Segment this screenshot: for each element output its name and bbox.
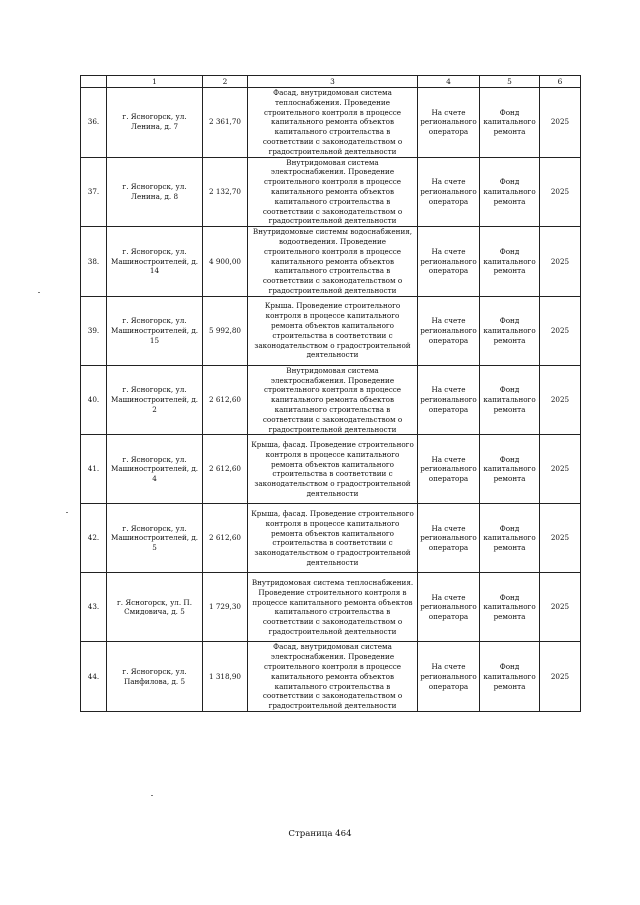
address-cell: г. Ясногорск, ул. П. Смидовича, д. 5	[107, 573, 203, 642]
fund-method-cell: На счете регионального оператора	[418, 157, 480, 227]
row-number: 44.	[81, 642, 107, 712]
fund-method-cell: На счете регионального оператора	[418, 88, 480, 158]
work-description-cell: Фасад, внутридомовая система электроснабжения. Проведение строительного контроля в процессе капитального ремонта объектов капитального строительства в соответствии с законодательством о градостроительной деятельности	[248, 642, 418, 712]
fund-method-cell: На счете регионального оператора	[418, 296, 480, 365]
table-row	[81, 227, 581, 297]
header-cell: 6	[540, 76, 581, 88]
year-cell: 2025	[540, 642, 581, 712]
fund-method-cell: На счете регионального оператора	[418, 435, 480, 504]
fund-method-cell: На счете регионального оператора	[418, 365, 480, 435]
scan-mark	[38, 292, 40, 293]
fund-method-cell: На счете регионального оператора	[418, 227, 480, 297]
cost-cell: 2 612,60	[203, 435, 248, 504]
year-cell: 2025	[540, 227, 581, 297]
cost-cell: 5 992,80	[203, 296, 248, 365]
address-cell: г. Ясногорск, ул. Ленина, д. 8	[107, 157, 203, 227]
work-description-cell: Внутридомовая система теплоснабжения. Проведение строительного контроля в процессе капитального ремонта объектов капитального строительства в соответствии с законодательством о градостроительной деятельности	[248, 573, 418, 642]
address-cell: г. Ясногорск, ул. Ленина, д. 7	[107, 88, 203, 158]
year-cell: 2025	[540, 504, 581, 573]
work-description-cell: Внутридомовая система электроснабжения. Проведение строительного контроля в процессе капитального ремонта объектов капитального строительства в соответствии с законодательством о градостроительной деятельности	[248, 365, 418, 435]
address-cell: г. Ясногорск, ул. Машиностроителей, д. 14	[107, 227, 203, 297]
table-row	[81, 504, 581, 573]
scan-mark	[66, 512, 68, 513]
row-number: 43.	[81, 573, 107, 642]
capital-repair-table	[80, 75, 581, 712]
row-number: 38.	[81, 227, 107, 297]
address-cell: г. Ясногорск, ул. Машиностроителей, д. 5	[107, 504, 203, 573]
row-number: 40.	[81, 365, 107, 435]
cost-cell: 2 612,60	[203, 504, 248, 573]
cost-cell: 2 361,70	[203, 88, 248, 158]
fund-source-cell: Фонд капитального ремонта	[480, 504, 540, 573]
cost-cell: 1 729,30	[203, 573, 248, 642]
cost-cell: 2 612,60	[203, 365, 248, 435]
table-row	[81, 157, 581, 227]
work-description-cell: Крыша, фасад. Проведение строительного контроля в процессе капитального ремонта объектов капитального строительства в соответствии с законодательством о градостроительной деятельности	[248, 435, 418, 504]
fund-source-cell: Фонд капитального ремонта	[480, 227, 540, 297]
year-cell: 2025	[540, 573, 581, 642]
fund-method-cell: На счете регионального оператора	[418, 642, 480, 712]
work-description-cell: Крыша, фасад. Проведение строительного контроля в процессе капитального ремонта объектов капитального строительства в соответствии с законодательством о градостроительной деятельности	[248, 504, 418, 573]
fund-source-cell: Фонд капитального ремонта	[480, 88, 540, 158]
work-description-cell: Внутридомовая система электроснабжения. Проведение строительного контроля в процессе капитального ремонта объектов капитального строительства в соответствии с законодательством о градостроительной деятельности	[248, 157, 418, 227]
year-cell: 2025	[540, 435, 581, 504]
table-row	[81, 365, 581, 435]
fund-source-cell: Фонд капитального ремонта	[480, 573, 540, 642]
table-row	[81, 435, 581, 504]
row-number: 37.	[81, 157, 107, 227]
row-number: 39.	[81, 296, 107, 365]
fund-source-cell: Фонд капитального ремонта	[480, 435, 540, 504]
row-number: 36.	[81, 88, 107, 158]
cost-cell: 4 900,00	[203, 227, 248, 297]
address-cell: г. Ясногорск, ул. Машиностроителей, д. 4	[107, 435, 203, 504]
table-row	[81, 88, 581, 158]
scan-mark	[151, 795, 153, 796]
work-description-cell: Внутридомовые системы водоснабжения, водоотведения. Проведение строительного контроля в процессе капитального ремонта объектов капитального строительства в соответствии с законодательством о градостроительной деятельности	[248, 227, 418, 297]
fund-method-cell: На счете регионального оператора	[418, 573, 480, 642]
year-cell: 2025	[540, 157, 581, 227]
year-cell: 2025	[540, 296, 581, 365]
cost-cell: 2 132,70	[203, 157, 248, 227]
year-cell: 2025	[540, 365, 581, 435]
address-cell: г. Ясногорск, ул. Машиностроителей, д. 2	[107, 365, 203, 435]
fund-source-cell: Фонд капитального ремонта	[480, 157, 540, 227]
header-cell: 1	[107, 76, 203, 88]
cost-cell: 1 318,90	[203, 642, 248, 712]
table-row	[81, 573, 581, 642]
fund-method-cell: На счете регионального оператора	[418, 504, 480, 573]
fund-source-cell: Фонд капитального ремонта	[480, 642, 540, 712]
page-number: Страница 464	[288, 829, 352, 839]
header-cell: 5	[480, 76, 540, 88]
fund-source-cell: Фонд капитального ремонта	[480, 365, 540, 435]
fund-source-cell: Фонд капитального ремонта	[480, 296, 540, 365]
work-description-cell: Крыша. Проведение строительного контроля в процессе капитального ремонта объектов капитального строительства в соответствии с законодательством о градостроительной деятельности	[248, 296, 418, 365]
work-description-cell: Фасад, внутридомовая система теплоснабжения. Проведение строительного контроля в процессе капитального ремонта объектов капитального строительства в соответствии с законодательством о градостроительной деятельности	[248, 88, 418, 158]
row-number: 41.	[81, 435, 107, 504]
header-cell: 2	[203, 76, 248, 88]
address-cell: г. Ясногорск, ул. Панфилова, д. 5	[107, 642, 203, 712]
year-cell: 2025	[540, 88, 581, 158]
row-number: 42.	[81, 504, 107, 573]
table-header-row	[81, 76, 581, 88]
header-cell: 4	[418, 76, 480, 88]
header-cell: 3	[248, 76, 418, 88]
address-cell: г. Ясногорск, ул. Машиностроителей, д. 15	[107, 296, 203, 365]
table-row	[81, 642, 581, 712]
table-row	[81, 296, 581, 365]
header-blank	[81, 76, 107, 88]
